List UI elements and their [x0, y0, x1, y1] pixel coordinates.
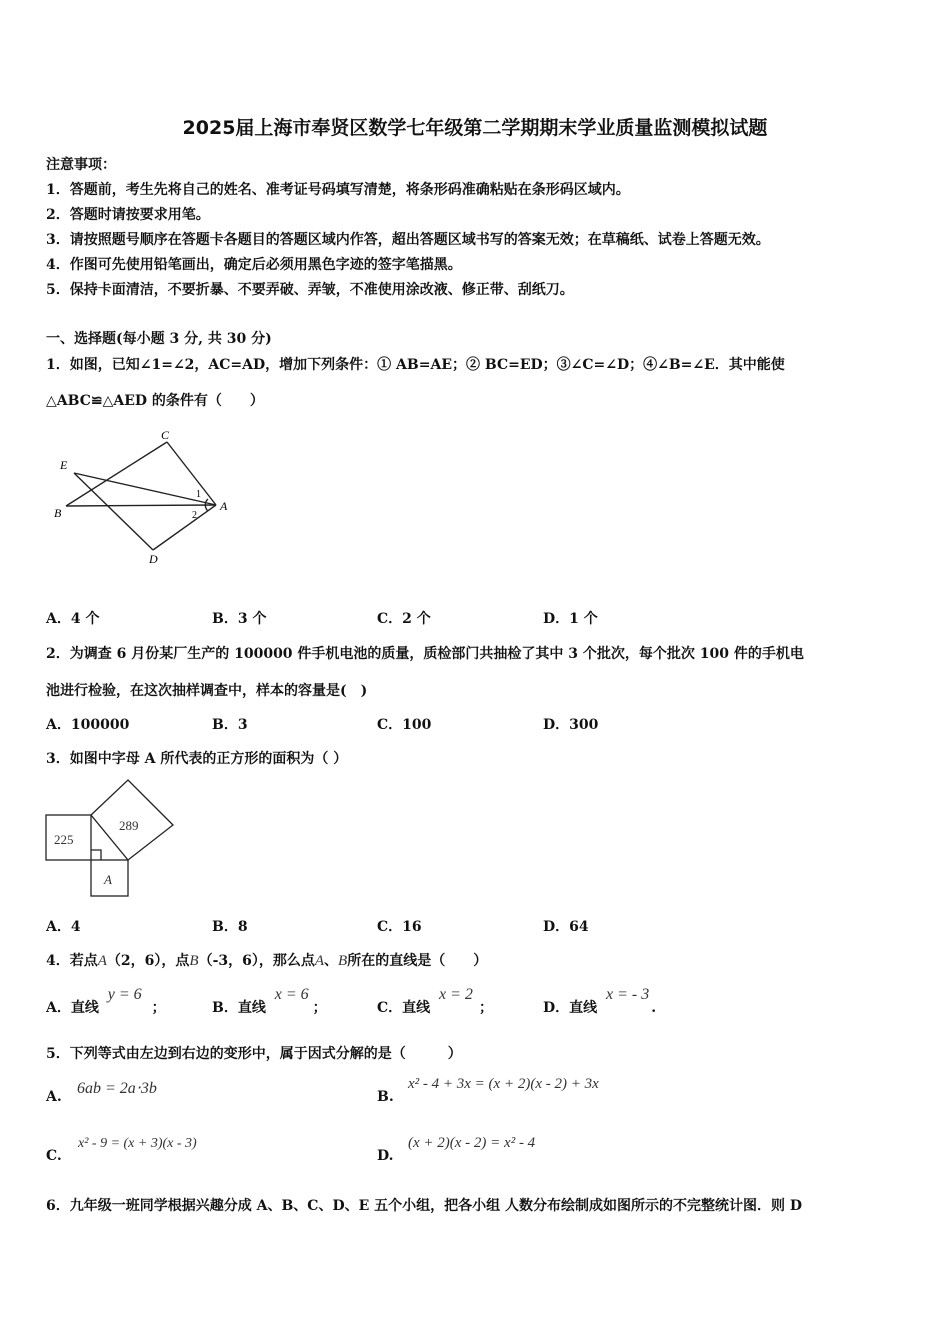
- right-angle-mark: [91, 850, 101, 860]
- option-label: B．直线: [212, 1000, 266, 1016]
- q4-stem: [46, 950, 487, 970]
- label-angle-2: 2: [192, 510, 197, 521]
- q4-text: 、: [324, 953, 339, 969]
- label-289: 289: [119, 818, 139, 833]
- option-end: ；: [151, 1000, 166, 1016]
- q4-text: （-3，6），那么点: [198, 953, 315, 969]
- q3-option-a[interactable]: A．4: [46, 919, 81, 935]
- q4-text: 所在的直线是（ ）: [347, 953, 488, 969]
- option-expr: x = 2: [439, 986, 473, 1003]
- option-end: .: [651, 1000, 657, 1016]
- label-E: E: [60, 458, 68, 472]
- label-D: D: [149, 552, 158, 566]
- q4-option-c[interactable]: [377, 986, 493, 1017]
- q2-stem-cont: 池进行检验，在这次抽样调查中，样本的容量是( ): [46, 683, 368, 699]
- notice-heading: 注意事项：: [46, 157, 116, 173]
- segment-ED: [74, 473, 153, 550]
- q3-stem: 3．如图中字母 A 所代表的正方形的面积为（ ）: [46, 751, 348, 767]
- segment-DA: [153, 505, 216, 550]
- q5-option-b-expr: x² - 4 + 3x = (x + 2)(x - 2) + 3x: [408, 1076, 599, 1092]
- notice-item: 2．答题时请按要求用笔。: [46, 207, 210, 223]
- q5-option-a-label[interactable]: A.: [46, 1089, 62, 1105]
- q1-figure: [50, 425, 240, 575]
- label-C: C: [161, 428, 170, 442]
- label-B: B: [54, 506, 62, 520]
- q5-stem: 5．下列等式由左边到右边的变形中，属于因式分解的是（ ）: [46, 1046, 462, 1062]
- q4-text: （2，6），点: [106, 953, 190, 969]
- option-end: ；: [478, 1000, 493, 1016]
- section-heading: 一、选择题(每小题 3 分, 共 30 分): [46, 331, 272, 347]
- q2-stem: 2．为调查 6 月份某厂生产的 100000 件手机电池的质量，质检部门共抽检了其中 3 个批次，每个批次 100 件的手机电: [46, 646, 804, 662]
- q4-text: 4．若点: [46, 953, 98, 969]
- page-title: 2025届上海市奉贤区数学七年级第二学期期末学业质量监测模拟试题: [182, 117, 768, 139]
- q2-option-c[interactable]: C．100: [377, 717, 432, 733]
- notice-item: 3．请按照题号顺序在答题卡各题目的答题区域内作答，超出答题区域书写的答案无效；在草稿纸、试卷上答题无效。: [46, 232, 770, 248]
- notice-item: 1．答题前，考生先将自己的姓名、准考证号码填写清楚，将条形码准确粘贴在条形码区域内。: [46, 182, 630, 198]
- q4-option-a[interactable]: [46, 986, 166, 1017]
- notice-item: 4．作图可先使用铅笔画出，确定后必须用黑色字迹的签字笔描黑。: [46, 257, 462, 273]
- point-a: A: [314, 953, 325, 969]
- q2-option-a[interactable]: A．100000: [46, 717, 130, 733]
- q4-option-d[interactable]: [543, 986, 657, 1017]
- option-expr: x = 6: [274, 986, 309, 1003]
- q3-option-c[interactable]: C．16: [377, 919, 422, 935]
- q1-option-c[interactable]: C．2 个: [377, 611, 431, 627]
- option-expr: y = 6: [107, 986, 142, 1003]
- q1-stem: 1．如图，已知∠1=∠2，AC=AD，增加下列条件：① AB=AE；② BC=ED；③∠C=∠D；④∠B=∠E．其中能使: [46, 357, 785, 373]
- option-label: A．直线: [46, 1000, 99, 1016]
- point-a: A: [97, 953, 107, 969]
- option-end: ；: [312, 1000, 327, 1016]
- q3-option-d[interactable]: D．64: [543, 919, 589, 935]
- q1-option-a[interactable]: A．4 个: [46, 611, 100, 627]
- q5-option-c-label[interactable]: C.: [46, 1148, 62, 1164]
- q4-option-b[interactable]: [212, 986, 327, 1017]
- q2-option-d[interactable]: D．300: [543, 717, 599, 733]
- label-angle-1: 1: [196, 489, 201, 500]
- q1-stem-cont: △ABC≌△AED 的条件有（ ）: [46, 393, 264, 409]
- point-b: B: [338, 953, 348, 969]
- option-label: D．直线: [543, 1000, 598, 1016]
- q5-option-d-label[interactable]: D.: [377, 1148, 394, 1164]
- segment-BA: [66, 505, 216, 506]
- label-225: 225: [54, 832, 74, 847]
- point-b: B: [189, 953, 199, 969]
- q5-option-c-expr: x² - 9 = (x + 3)(x - 3): [78, 1136, 197, 1151]
- q5-option-a-expr: 6ab = 2a⋅3b: [77, 1080, 157, 1097]
- q3-option-b[interactable]: B．8: [212, 919, 248, 935]
- q1-option-d[interactable]: D．1 个: [543, 611, 598, 627]
- q1-option-b[interactable]: B．3 个: [212, 611, 267, 627]
- label-A: A: [104, 872, 112, 887]
- label-A: A: [220, 499, 228, 513]
- notice-item: 5．保持卡面清洁，不要折暴、不要弄破、弄皱，不准使用涂改液、修正带、刮纸刀。: [46, 282, 574, 298]
- q5-option-b-label[interactable]: B.: [377, 1089, 394, 1105]
- q5-option-d-expr: (x + 2)(x - 2) = x² - 4: [408, 1135, 536, 1151]
- q6-stem: 6．九年级一班同学根据兴趣分成 A、B、C、D、E 五个小组，把各小组 人数分布绘制成如图所示的不完整统计图．则 D: [46, 1198, 803, 1214]
- option-expr: x = - 3: [606, 986, 650, 1003]
- q3-figure: [44, 778, 184, 898]
- q2-option-b[interactable]: B．3: [212, 717, 248, 733]
- option-label: C．直线: [377, 1000, 431, 1016]
